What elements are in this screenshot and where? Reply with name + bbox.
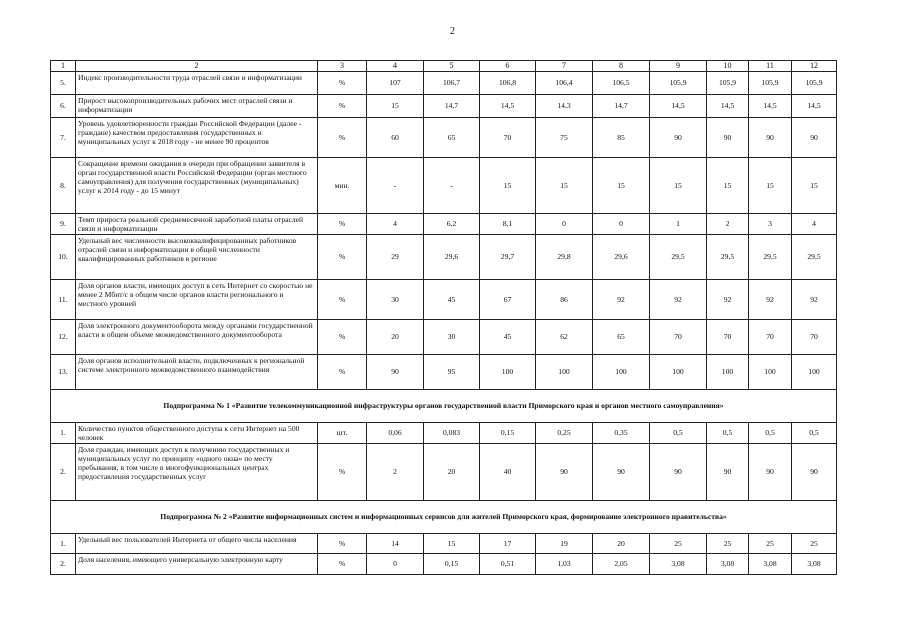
value-cell: 90	[792, 117, 837, 157]
value-cell: 0,5	[650, 422, 707, 443]
value-cell: 62	[536, 319, 593, 354]
value-cell: 106,8	[480, 71, 536, 94]
table-row	[51, 422, 837, 443]
value-cell: 25	[792, 534, 837, 554]
value-cell: 0,15	[424, 554, 480, 575]
value-cell: 19	[536, 534, 593, 554]
indicator-name: Уровень удовлетворенности граждан Российской Федерации (далее - граждане) качеством предоставления государственных и муниципальных услуг к 2018 году - не менее 90 процентов	[76, 117, 318, 157]
value-cell: 90	[650, 117, 707, 157]
page-number: 2	[450, 26, 455, 37]
indicators-table	[50, 60, 837, 575]
value-cell: 100	[536, 354, 593, 389]
table-row	[51, 279, 837, 319]
header-cell: 8	[593, 61, 650, 72]
value-cell: 90	[707, 444, 749, 501]
table-row	[51, 234, 837, 279]
value-cell: 90	[536, 444, 593, 501]
value-cell: 0,5	[749, 422, 792, 443]
unit-cell: %	[318, 319, 367, 354]
value-cell: 67	[480, 279, 536, 319]
value-cell: 90	[650, 444, 707, 501]
value-cell: 60	[367, 117, 424, 157]
value-cell: 86	[536, 279, 593, 319]
value-cell: 65	[424, 117, 480, 157]
header-cell: 1	[51, 61, 76, 72]
value-cell: 3,08	[707, 554, 749, 575]
value-cell: 90	[593, 444, 650, 501]
unit-cell: %	[318, 234, 367, 279]
value-cell: 106,5	[593, 71, 650, 94]
value-cell: 1,03	[536, 554, 593, 575]
row-number: 1.	[51, 422, 76, 443]
value-cell: 105,9	[650, 71, 707, 94]
value-cell: 100	[749, 354, 792, 389]
value-cell: 105,9	[749, 71, 792, 94]
value-cell: 0,5	[792, 422, 837, 443]
value-cell: 4	[367, 213, 424, 234]
value-cell: 20	[593, 534, 650, 554]
value-cell: 100	[707, 354, 749, 389]
value-cell: 25	[707, 534, 749, 554]
unit-cell: %	[318, 279, 367, 319]
value-cell: 3,08	[650, 554, 707, 575]
value-cell: 29,5	[650, 234, 707, 279]
row-number: 10.	[51, 234, 76, 279]
value-cell: 15	[480, 157, 536, 213]
value-cell: 15	[593, 157, 650, 213]
row-number: 12.	[51, 319, 76, 354]
row-number: 1.	[51, 534, 76, 554]
value-cell: 15	[650, 157, 707, 213]
value-cell: 29,6	[424, 234, 480, 279]
value-cell: 105,9	[792, 71, 837, 94]
value-cell: 3,08	[749, 554, 792, 575]
value-cell: 0,51	[480, 554, 536, 575]
value-cell: 92	[707, 279, 749, 319]
value-cell: 25	[749, 534, 792, 554]
header-cell: 5	[424, 61, 480, 72]
value-cell: 90	[367, 354, 424, 389]
table-row	[51, 354, 837, 389]
value-cell: 85	[593, 117, 650, 157]
row-number: 7.	[51, 117, 76, 157]
value-cell: 14,5	[650, 94, 707, 117]
table-row	[51, 554, 837, 575]
header-cell: 12	[792, 61, 837, 72]
value-cell: 3	[749, 213, 792, 234]
value-cell: 100	[792, 354, 837, 389]
value-cell: 105,9	[707, 71, 749, 94]
indicator-name: Темп прироста реальной среднемесячной заработной платы отраслей связи и информатизации	[76, 213, 318, 234]
value-cell: 0,35	[593, 422, 650, 443]
value-cell: 15	[536, 157, 593, 213]
header-cell: 11	[749, 61, 792, 72]
value-cell: 14,5	[749, 94, 792, 117]
value-cell: 14	[367, 534, 424, 554]
indicator-name: Индекс производительности труда отраслей связи и информатизации	[76, 71, 318, 94]
unit-cell: %	[318, 117, 367, 157]
value-cell: 29	[367, 234, 424, 279]
value-cell: 106,4	[536, 71, 593, 94]
table-row	[51, 117, 837, 157]
value-cell: -	[367, 157, 424, 213]
row-number: 2.	[51, 444, 76, 501]
unit-cell: %	[318, 213, 367, 234]
header-cell: 6	[480, 61, 536, 72]
value-cell: 4	[792, 213, 837, 234]
value-cell: 45	[480, 319, 536, 354]
value-cell: 100	[480, 354, 536, 389]
unit-cell: %	[318, 354, 367, 389]
row-number: 5.	[51, 71, 76, 94]
value-cell: 29,6	[593, 234, 650, 279]
value-cell: 0,083	[424, 422, 480, 443]
value-cell: 92	[749, 279, 792, 319]
value-cell: 92	[650, 279, 707, 319]
value-cell: 15	[707, 157, 749, 213]
value-cell: 29,7	[480, 234, 536, 279]
indicator-name: Доля электронного документооборота между органами государственной власти в общем объеме межведомственного документооборота	[76, 319, 318, 354]
value-cell: 106,7	[424, 71, 480, 94]
value-cell: 14,3	[536, 94, 593, 117]
unit-cell: %	[318, 71, 367, 94]
value-cell: 15	[367, 94, 424, 117]
value-cell: 20	[367, 319, 424, 354]
value-cell: 70	[480, 117, 536, 157]
value-cell: 14,7	[424, 94, 480, 117]
value-cell: 90	[749, 117, 792, 157]
value-cell: 0,06	[367, 422, 424, 443]
value-cell: 92	[593, 279, 650, 319]
table-row	[51, 157, 837, 213]
value-cell: 20	[424, 444, 480, 501]
value-cell: 90	[792, 444, 837, 501]
value-cell: 0	[593, 213, 650, 234]
unit-cell: %	[318, 444, 367, 501]
value-cell: 70	[749, 319, 792, 354]
value-cell: 30	[367, 279, 424, 319]
row-number: 11.	[51, 279, 76, 319]
unit-cell: %	[318, 534, 367, 554]
value-cell: 40	[480, 444, 536, 501]
row-number: 8.	[51, 157, 76, 213]
value-cell: 90	[707, 117, 749, 157]
value-cell: 14,5	[792, 94, 837, 117]
table-row	[51, 71, 837, 94]
indicator-name: Доля населения, имеющего универсальную электронную карту	[76, 554, 318, 575]
value-cell: 14,5	[480, 94, 536, 117]
table-row	[51, 213, 837, 234]
indicator-name: Количество пунктов общественного доступа к сети Интернет на 500 человек	[76, 422, 318, 443]
value-cell: 0,25	[536, 422, 593, 443]
subprogram-title: Подпрограмма № 1 «Развитие телекоммуникационной инфраструктуры органов государственной власти Приморского края и органов местного самоуправления»	[51, 389, 837, 422]
value-cell: 107	[367, 71, 424, 94]
value-cell: 0	[367, 554, 424, 575]
indicator-name: Удельный вес пользователей Интернета от общего числа населения	[76, 534, 318, 554]
value-cell: 29,5	[749, 234, 792, 279]
value-cell: 2,05	[593, 554, 650, 575]
indicator-name: Сокращение времени ожидания в очереди при обращении заявителя в орган государственной власти Российской Федерации (орган местного самоуправления) для получения государственных (муниципальных) услуг к 2014 году - до 15 минут	[76, 157, 318, 213]
row-number: 9.	[51, 213, 76, 234]
indicator-name: Удельный вес численности высококвалифицированных работников отраслей связи и информатизации в общей численности квалифицированных работников в регионе	[76, 234, 318, 279]
indicator-name: Доля граждан, имеющих доступ к получению государственных и муниципальных услуг по принципу «одного окна» по месту пребывания, в том числе в многофункциональных центрах предоставления государственных услуг	[76, 444, 318, 501]
value-cell: 17	[480, 534, 536, 554]
indicator-name: Доля органов власти, имеющих доступ в сеть Интернет со скоростью не менее 2 Мбит/с в общем числе органов власти регионального и местного уровней	[76, 279, 318, 319]
value-cell: 95	[424, 354, 480, 389]
header-cell: 7	[536, 61, 593, 72]
value-cell: 29,5	[792, 234, 837, 279]
value-cell: 70	[707, 319, 749, 354]
value-cell: 1	[650, 213, 707, 234]
value-cell: -	[424, 157, 480, 213]
table-row	[51, 444, 837, 501]
value-cell: 3,08	[792, 554, 837, 575]
header-cell: 9	[650, 61, 707, 72]
indicator-name: Прирост высокопроизводительных рабочих мест отраслей связи и информатизации	[76, 94, 318, 117]
value-cell: 15	[424, 534, 480, 554]
unit-cell: %	[318, 94, 367, 117]
value-cell: 25	[650, 534, 707, 554]
value-cell: 14,7	[593, 94, 650, 117]
value-cell: 45	[424, 279, 480, 319]
value-cell: 30	[424, 319, 480, 354]
unit-cell: мин.	[318, 157, 367, 213]
value-cell: 29,8	[536, 234, 593, 279]
value-cell: 15	[792, 157, 837, 213]
header-cell: 3	[318, 61, 367, 72]
value-cell: 29,5	[707, 234, 749, 279]
value-cell: 75	[536, 117, 593, 157]
table-row	[51, 94, 837, 117]
value-cell: 70	[792, 319, 837, 354]
value-cell: 2	[707, 213, 749, 234]
subprogram-row	[51, 501, 837, 534]
subprogram-title: Подпрограмма № 2 «Развитие информационных систем и информационных сервисов для жителей Приморского края, формирование электронного правительства»	[51, 501, 837, 534]
value-cell: 65	[593, 319, 650, 354]
table-header-row	[51, 61, 837, 72]
value-cell: 6,2	[424, 213, 480, 234]
value-cell: 8,1	[480, 213, 536, 234]
table-row	[51, 319, 837, 354]
value-cell: 0,5	[707, 422, 749, 443]
row-number: 6.	[51, 94, 76, 117]
table-row	[51, 534, 837, 554]
value-cell: 2	[367, 444, 424, 501]
value-cell: 14,5	[707, 94, 749, 117]
value-cell: 15	[749, 157, 792, 213]
value-cell: 100	[650, 354, 707, 389]
unit-cell: шт.	[318, 422, 367, 443]
row-number: 13.	[51, 354, 76, 389]
header-cell: 2	[76, 61, 318, 72]
value-cell: 92	[792, 279, 837, 319]
header-cell: 4	[367, 61, 424, 72]
indicator-name: Доля органов исполнительной власти, подключенных к региональной системе электронного межведомственного взаимодействия	[76, 354, 318, 389]
row-number: 2.	[51, 554, 76, 575]
value-cell: 90	[749, 444, 792, 501]
value-cell: 0,15	[480, 422, 536, 443]
value-cell: 100	[593, 354, 650, 389]
subprogram-row	[51, 389, 837, 422]
value-cell: 0	[536, 213, 593, 234]
unit-cell: %	[318, 554, 367, 575]
value-cell: 70	[650, 319, 707, 354]
header-cell: 10	[707, 61, 749, 72]
